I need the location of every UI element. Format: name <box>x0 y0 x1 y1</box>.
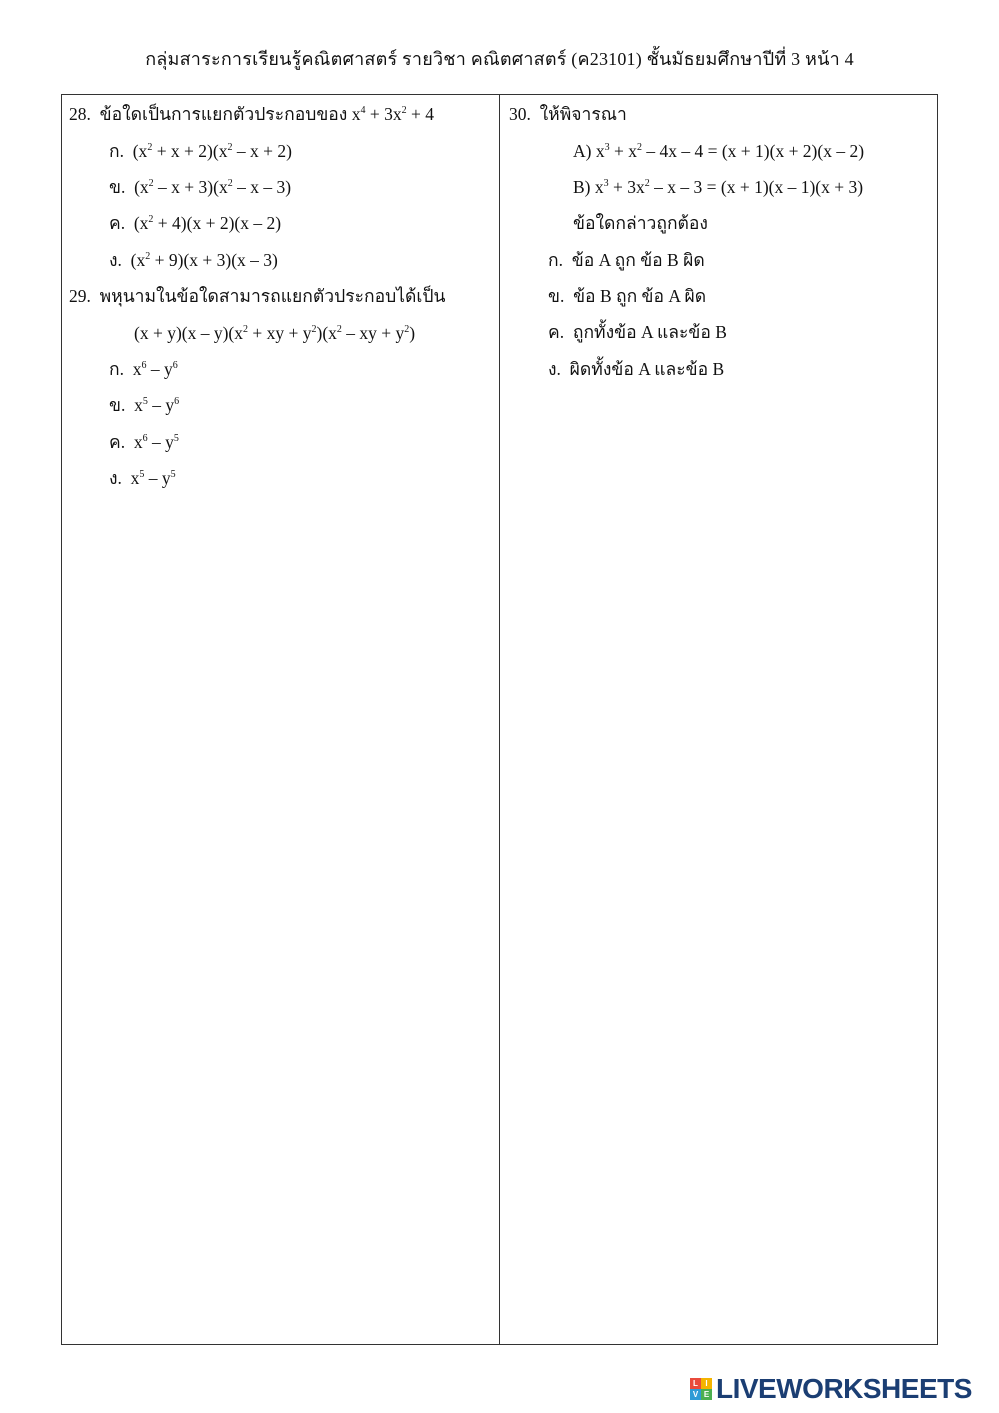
q29-prompt <box>69 285 445 307</box>
choice-math: $x^5 - y^5$ <box>130 468 176 488</box>
choice-text: ข้อ A ถูก ข้อ B ผิด <box>571 250 705 270</box>
choice-text: ข้อ B ถูก ข้อ A ผิด <box>573 286 707 306</box>
q30-text: ให้พิจารณา <box>539 104 627 124</box>
q30-choice-a[interactable] <box>548 249 705 271</box>
choice-label: ข. <box>548 286 565 306</box>
q28-expression: $x^4 + 3x^2 + 4$ <box>351 104 434 124</box>
statement-label: A) <box>573 141 592 161</box>
choice-math: $x^6 - y^5$ <box>133 432 179 452</box>
choice-label: ค. <box>548 322 565 342</box>
choice-math: $(x^2 + x + 2)(x^2 - x + 2)$ <box>132 141 292 161</box>
choice-label: ข. <box>109 177 126 197</box>
logo-text: LIVEWORKSHEETS <box>716 1373 972 1404</box>
choice-text: ผิดทั้งข้อ A และข้อ B <box>569 359 725 379</box>
choice-math: $(x^2 + 9)(x + 3)(x - 3)$ <box>130 250 278 270</box>
statement-label: B) <box>573 177 591 197</box>
choice-text: ถูกทั้งข้อ A และข้อ B <box>572 322 727 342</box>
q28-choice-c[interactable] <box>109 212 281 234</box>
statement-math: $x^3 + x^2 - 4x - 4 = (x + 1)(x + 2)(x - 2)$ <box>595 141 865 161</box>
choice-label: ก. <box>109 359 124 379</box>
liveworksheets-logo[interactable] <box>690 1373 972 1405</box>
choice-math: $(x^2 - x + 3)(x^2 - x - 3)$ <box>134 177 292 197</box>
statement-math: $x^3 + 3x^2 - x - 3 = (x + 1)(x - 1)(x + 3)$ <box>594 177 864 197</box>
q30-prompt <box>509 103 627 125</box>
q30-statement-a <box>573 140 864 162</box>
choice-label: ค. <box>109 432 126 452</box>
q30-ask: ข้อใดกล่าวถูกต้อง <box>573 213 708 233</box>
q28-choice-d[interactable] <box>109 249 278 271</box>
q28-number: 28. <box>69 104 91 124</box>
q28-prompt <box>69 103 434 125</box>
choice-label: ง. <box>109 468 122 488</box>
choice-math: $x^5 - y^6$ <box>134 395 180 415</box>
q29-target-expression: $(x + y)(x - y)(x^2$ + xy + $y^2)(x^2$ – xy + $y^2$) <box>134 323 416 343</box>
q29-choice-b[interactable] <box>109 394 179 416</box>
page-header: กลุ่มสาระการเรียนรู้คณิตศาสตร์ รายวิชา คณิตศาสตร์ (ค23101) ชั้นมัธยมศึกษาปีที่ 3 หน้า 4 <box>145 49 854 69</box>
q28-choice-a[interactable] <box>109 140 292 162</box>
q29-choice-c[interactable] <box>109 431 179 453</box>
q28-text: ข้อใดเป็นการแยกตัวประกอบของ <box>99 104 348 124</box>
q29-choice-d[interactable] <box>109 467 176 489</box>
q29-choice-a[interactable] <box>109 358 178 380</box>
q29-text: พหุนามในข้อใดสามารถแยกตัวประกอบได้เป็น <box>99 286 446 306</box>
choice-label: ก. <box>548 250 563 270</box>
q29-number: 29. <box>69 286 91 306</box>
q30-choice-c[interactable] <box>548 321 727 343</box>
choice-label: ค. <box>109 213 126 233</box>
q28-choice-b[interactable] <box>109 176 291 198</box>
choice-label: ง. <box>548 359 561 379</box>
q30-number: 30. <box>509 104 531 124</box>
q30-statement-b <box>573 176 863 198</box>
q30-choice-b[interactable] <box>548 285 706 307</box>
choice-math: $x^6 - y^6$ <box>132 359 178 379</box>
choice-math: $(x^2 + 4)(x + 2)(x - 2)$ <box>133 213 282 233</box>
choice-label: ง. <box>109 250 122 270</box>
liveworksheets-mark-icon: L I V E <box>690 1378 712 1400</box>
choice-label: ข. <box>109 395 126 415</box>
q30-choice-d[interactable] <box>548 358 724 380</box>
choice-label: ก. <box>109 141 124 161</box>
column-divider <box>499 94 500 1345</box>
